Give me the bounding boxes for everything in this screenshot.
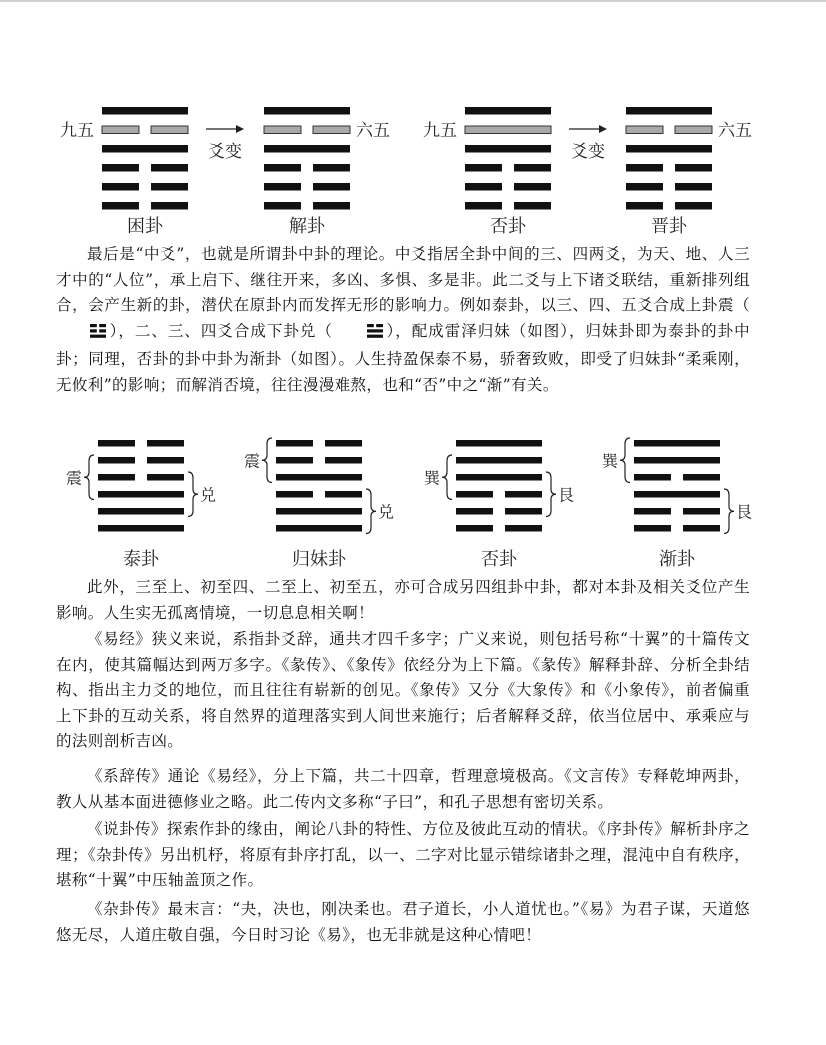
yin-line <box>465 183 502 191</box>
yin-line <box>98 440 135 447</box>
arrow-right-icon <box>599 125 607 133</box>
lower-trigram-brace <box>546 472 556 517</box>
yang-line <box>276 474 362 481</box>
hexagram-2 <box>264 107 350 210</box>
paragraph-text: 最后是“中爻”，也就是所谓卦中卦的理论。中爻指居全卦中间的三、四两爻，为天、地、人三才中的“人位”，承上启下、继往开来，多凶、多惧、多是非。此二爻与上下诸爻联结，重新排列组合，会产生新的卦，潜伏在原卦内而发挥无形的影响力。例如泰卦，以三、四、五爻合成上卦震（ <box>56 245 750 314</box>
yin-line <box>276 440 313 447</box>
arrow-label: 爻变 <box>571 142 605 162</box>
paragraph-text: ），配成雷泽归妹（如图），归妹卦即为泰卦的卦中卦；同理，否卦的卦中卦为渐卦（如图）。人生持盈保泰不易，骄奢致败，即受了归妹卦“柔乘刚，无攸利”的影响；而解消否境，往往漫漫难熬，也和“否”中之“渐”有关。 <box>56 321 750 394</box>
yin-line-changing <box>675 126 712 134</box>
yin-line <box>675 164 712 172</box>
yang-line <box>276 508 362 515</box>
hexagram-4 <box>626 107 712 210</box>
hexagram-name-label: 否卦 <box>481 549 517 570</box>
yang-line <box>276 525 362 532</box>
yang-line <box>102 107 188 115</box>
yang-line <box>465 107 551 115</box>
line-position-label: 九五 <box>60 120 94 141</box>
hexagram-name-label: 归妹卦 <box>292 549 346 570</box>
yin-line <box>313 202 350 210</box>
upper-trigram-label: 巽 <box>601 451 618 471</box>
yin-line <box>325 457 362 464</box>
yang-line <box>634 491 720 498</box>
yin-line <box>514 164 551 172</box>
yang-line <box>98 508 184 515</box>
yin-line <box>626 164 663 172</box>
yin-line <box>325 491 362 498</box>
yin-line <box>264 202 301 210</box>
hexagram-3 <box>465 107 551 210</box>
yin-line <box>634 474 671 481</box>
upper-trigram-brace <box>442 455 452 500</box>
figure-line-change-svg <box>0 96 826 242</box>
yin-line <box>276 457 313 464</box>
yin-line <box>456 525 493 532</box>
yin-line <box>683 474 720 481</box>
yang-line <box>264 107 350 115</box>
hexagram-name-label: 泰卦 <box>123 549 159 570</box>
line-position-label: 六五 <box>718 120 752 141</box>
yin-line <box>147 457 184 464</box>
yang-line <box>102 145 188 153</box>
yin-line <box>151 202 188 210</box>
yin-line <box>147 440 184 447</box>
lower-trigram-label: 艮 <box>558 485 575 505</box>
hexagram-name-label: 渐卦 <box>659 549 695 570</box>
yin-line-changing <box>626 126 663 134</box>
upper-trigram-brace <box>84 455 94 500</box>
zhen-trigram-icon <box>58 322 107 348</box>
hexagram-name-label: 否卦 <box>490 216 526 237</box>
upper-trigram-label: 巽 <box>423 468 440 488</box>
yin-line <box>98 474 135 481</box>
yang-line <box>456 457 542 464</box>
dui-trigram-icon <box>335 322 384 348</box>
lower-trigram-label: 兑 <box>378 502 395 522</box>
lower-trigram-brace <box>188 472 198 517</box>
line-position-label: 六五 <box>356 120 390 141</box>
yin-line-changing <box>264 126 301 134</box>
page-top-rule <box>0 0 826 2</box>
inner-hexagram-4 <box>634 440 720 532</box>
yin-line <box>456 491 493 498</box>
yin-line <box>675 202 712 210</box>
paragraph-center-lines <box>56 242 750 398</box>
yin-line <box>465 202 502 210</box>
yin-line-changing <box>313 126 350 134</box>
upper-trigram-brace <box>620 438 630 483</box>
yin-line <box>683 508 720 515</box>
figure-inner-hexagram <box>0 434 826 574</box>
figure-inner-hexagram-svg <box>0 434 826 574</box>
arrow-label: 爻变 <box>208 142 242 162</box>
figure-line-change <box>0 96 826 242</box>
yin-line <box>626 183 663 191</box>
yin-line <box>675 183 712 191</box>
yin-line <box>102 202 139 210</box>
hexagram-1 <box>102 107 188 210</box>
yin-line <box>505 491 542 498</box>
lower-trigram-label: 兑 <box>200 485 217 505</box>
yin-line <box>514 202 551 210</box>
yin-line <box>634 525 671 532</box>
yin-line <box>313 183 350 191</box>
yin-line <box>102 164 139 172</box>
yin-line <box>505 525 542 532</box>
yin-line <box>151 183 188 191</box>
yin-line <box>325 440 362 447</box>
yin-line <box>102 183 139 191</box>
paragraph-body: 《系辞传》通论《易经》，分上下篇，共二十四章，哲理意境极高。《文言传》专释乾坤两卦，教人从基本面进德修业之略。此二传内文多称“子曰”，和孔子思想有密切关系。 <box>56 767 750 811</box>
yin-line-changing <box>151 126 188 134</box>
paragraph-text: ），二、三、四爻合成下卦兑（ <box>109 321 333 340</box>
lower-trigram-brace <box>724 489 734 534</box>
yin-line <box>151 164 188 172</box>
yin-line <box>264 164 301 172</box>
yang-line <box>634 440 720 447</box>
line-position-label: 九五 <box>423 120 457 141</box>
inner-hexagram-1 <box>98 440 184 532</box>
hexagram-name-label: 困卦 <box>127 216 163 237</box>
yang-line-changing <box>465 126 551 134</box>
yang-line <box>626 145 712 153</box>
yin-line <box>505 508 542 515</box>
yin-line <box>465 164 502 172</box>
arrow-right-icon <box>236 125 244 133</box>
yin-line <box>634 508 671 515</box>
yang-line <box>98 525 184 532</box>
paragraph-body: 此外，三至上、初至四、二至上、初至五，亦可合成另四组卦中卦，都对本卦及相关爻位产生影响。人生实无孤离情境，一切息息相关啊！ <box>56 578 750 622</box>
yang-line <box>98 491 184 498</box>
yin-line <box>98 457 135 464</box>
yin-line-changing <box>102 126 139 134</box>
yang-line <box>456 474 542 481</box>
hexagram-name-label: 解卦 <box>289 216 325 237</box>
yin-line <box>264 183 301 191</box>
hexagram-name-label: 晋卦 <box>651 216 687 237</box>
upper-trigram-label: 震 <box>243 451 260 471</box>
upper-trigram-brace <box>262 438 272 483</box>
lower-trigram-label: 艮 <box>736 502 753 522</box>
inner-hexagram-3 <box>456 440 542 532</box>
yin-line <box>313 164 350 172</box>
yang-line <box>456 440 542 447</box>
inner-hexagram-2 <box>276 440 362 532</box>
yin-line <box>514 183 551 191</box>
yin-line <box>683 525 720 532</box>
lower-trigram-brace <box>366 489 376 534</box>
yang-line <box>264 145 350 153</box>
paragraph-body: 《杂卦传》最末言：“夬，决也，刚决柔也。君子道长，小人道忧也。”《易》为君子谋，天道悠悠无尽，人道庄敬自强，今日时习论《易》，也无非就是这种心情吧！ <box>56 900 750 944</box>
yin-line <box>147 474 184 481</box>
upper-trigram-label: 震 <box>65 468 82 488</box>
yin-line <box>626 202 663 210</box>
yang-line <box>634 457 720 464</box>
paragraph-body: 《说卦传》探索作卦的缘由，阐论八卦的特性、方位及彼此互动的情状。《序卦传》解析卦序之理；《杂卦传》另出机杼，将原有卦序打乱，以一、二字对比显示错综诸卦之理，混沌中自有秩序，堪称“十翼”中压轴盖顶之作。 <box>56 820 750 889</box>
yin-line <box>456 508 493 515</box>
yin-line <box>276 491 313 498</box>
paragraph-body: 《易经》狭义来说，系指卦爻辞，通共才四千多字；广义来说，则包括号称“十翼”的十篇传文在内，使其篇幅达到两万多字。《彖传》、《象传》依经分为上下篇。《彖传》解释卦辞、分析全卦结构、指出主力爻的地位，而且往往有崭新的创见。《象传》又分《大象传》和《小象传》，前者偏重上下卦的互动关系，将自然界的道理落实到人间世来施行；后者解释爻辞，依当位居中、承乘应与的法则剖析吉凶。 <box>56 630 750 750</box>
yang-line <box>626 107 712 115</box>
yang-line <box>465 145 551 153</box>
